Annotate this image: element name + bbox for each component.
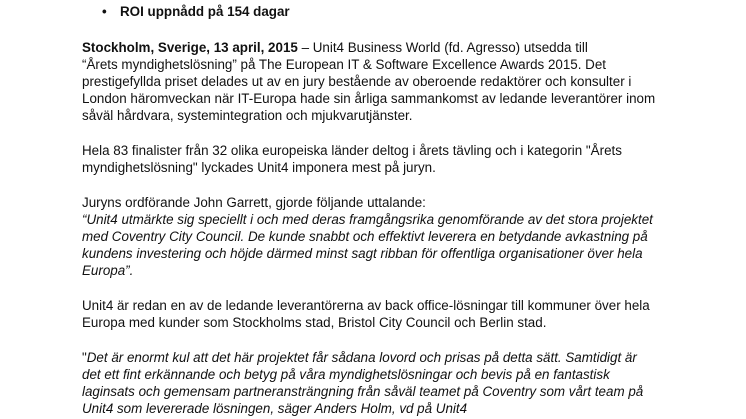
- para1-line5: såväl hårdvara, systemintegration och mjukvarutjänster.: [82, 108, 413, 123]
- para2-line2: myndighetslösning" lyckades Unit4 imponera mest på juryn.: [82, 160, 436, 175]
- dateline: Stockholm, Sverige, 13 april, 2015: [82, 40, 298, 55]
- para3-quote-line3: kundens investering och höjde därmed minst sagt ribban för offentliga organisationer över hela: [82, 246, 643, 261]
- press-release-page: [82, 0, 722, 419]
- open-quote: ": [82, 350, 87, 365]
- bullet-dot: •: [102, 4, 107, 19]
- para1-line1: [82, 39, 588, 56]
- para2-line1: Hela 83 finalister från 32 olika europeiska länder deltog i årets tävling och i kategorin "Årets: [82, 143, 622, 158]
- bullet-text: ROI uppnådd på 154 dagar: [120, 4, 290, 19]
- para3-quote-line2: med Coventry City Council. De kunde snabbt och effektivt leverera en betydande avkastning på: [82, 229, 648, 244]
- bullet-item-roi: [102, 4, 290, 19]
- para4-line2: Europa med kunder som Stockholms stad, Bristol City Council och Berlin stad.: [82, 315, 547, 330]
- para3-quote-line4: Europa”.: [82, 263, 134, 278]
- para4-line1: Unit4 är redan en av de ledande leverantörerna av back office-lösningar till kommuner över hela: [82, 298, 650, 313]
- para5-line4: Unit4 som levererade lösningen, säger Anders Holm, vd på Unit4: [82, 401, 468, 416]
- para3-quote-line1: “Unit4 utmärkte sig speciellt i och med deras framgångsrika genomförande av det stora projektet: [82, 212, 653, 227]
- para3-line1: Juryns ordförande John Garrett, gjorde följande uttalande:: [82, 195, 426, 210]
- para1-line2: “Årets myndighetslösning” på The European IT & Software Excellence Awards 2015. Det: [82, 57, 607, 72]
- para5-line2: det ett fint erkännande och betyg på våra myndighetslösningar och bevis på en fantastisk: [82, 367, 610, 382]
- para1-line3: prestigefyllda priset delades ut av en jury bestående av oberoende redaktörer och konsulter i: [82, 74, 632, 89]
- para5-line1-text: Det är enormt kul att det här projektet får sådana lovord och prisas på detta sätt. Samtidigt är: [86, 350, 637, 365]
- para1-line1-text: – Unit4 Business World (fd. Agresso) utsedda till: [297, 40, 588, 55]
- para1-line4: London häromveckan när IT-Europa hade sin årliga sammankomst av ledande leverantörer inom: [82, 91, 656, 106]
- para5-line1: [82, 349, 637, 366]
- para5-line3: laginsats och gemensam partneransträngning från såväl teamet på Coventry som vårt team på: [82, 384, 644, 399]
